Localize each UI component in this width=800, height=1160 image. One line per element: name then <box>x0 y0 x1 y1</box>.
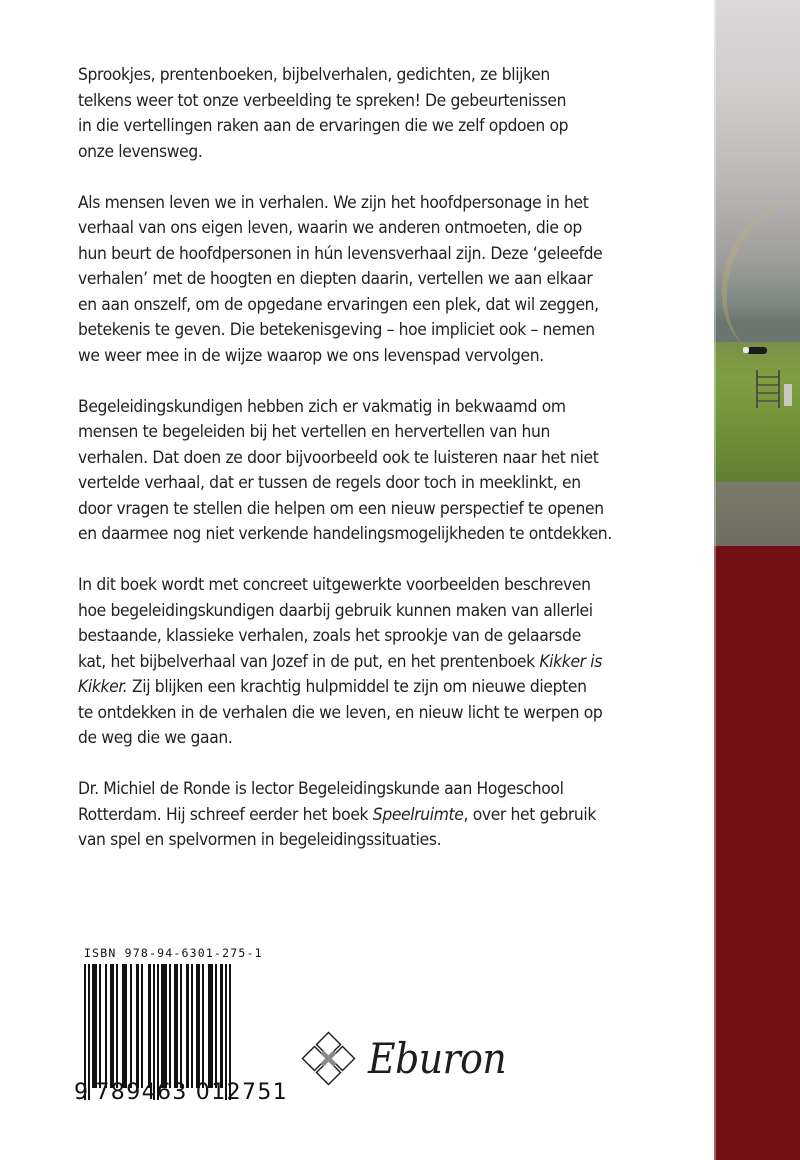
publisher-logo <box>298 1030 518 1100</box>
ean-group-2: 012751 <box>195 1080 289 1105</box>
text-line: vertelde verhaal, dat er tussen de regels door toch in meeklinkt, en <box>78 473 581 493</box>
text-run: Rotterdam. Hij schreef eerder het boek <box>78 804 373 825</box>
blurb-text <box>78 63 678 879</box>
cow <box>747 347 767 354</box>
isbn-label: ISBN 978-94-6301-275-1 <box>84 946 263 960</box>
text-line: onze levensweg. <box>78 141 203 162</box>
landscape-photo <box>714 0 800 546</box>
grass-field <box>714 342 800 482</box>
text-line: en daarmee nog niet verkende handelingsmogelijkheden te ontdekken. <box>78 524 612 544</box>
cover-photo-strip <box>714 0 800 1160</box>
publisher-name: Eburon <box>368 1034 507 1083</box>
blurb-paragraph-2 <box>78 191 678 370</box>
book-title-kikker-is-kikker: Kikker is <box>539 651 603 672</box>
ean-digits <box>74 1080 288 1105</box>
gate <box>756 370 780 408</box>
text-line: hun beurt de hoofdpersonen in hún levensverhaal zijn. Deze ‘geleefde <box>78 243 603 264</box>
text-line: verhaal van ons eigen leven, waarin we anderen ontmoeten, die op <box>78 218 582 238</box>
text-line: van spel en spelvormen in begeleidingssituaties. <box>78 830 442 850</box>
text-line: verhalen’ met de hoogten en diepten daarin, vertellen we aan elkaar <box>78 269 593 289</box>
text-line: in die vertellingen raken aan de ervaringen die we zelf opdoen op <box>78 116 569 136</box>
text-line: en aan onszelf, om de opgedane ervaringen een plek, dat wil zeggen, <box>78 294 599 315</box>
text-line: door vragen te stellen die helpen om een nieuw perspectief te openen <box>78 498 604 519</box>
fence-post <box>784 384 792 406</box>
text-line: de weg die we gaan. <box>78 728 233 748</box>
ean-first-digit: 9 <box>74 1080 90 1105</box>
text-line: mensen te begeleiden bij het vertellen en hervertellen van hun <box>78 422 551 442</box>
text-run: , over het gebruik <box>463 804 597 825</box>
book-title-kikker-is-kikker-cont: Kikker. <box>78 677 128 697</box>
blurb-paragraph-3 <box>78 395 678 548</box>
book-title-speelruimte: Speelruimte <box>372 804 464 825</box>
red-color-band <box>714 546 800 1160</box>
four-diamond-tiles-icon <box>298 1030 366 1098</box>
text-line: Als mensen leven we in verhalen. We zijn het hoofdpersonage in het <box>78 192 589 213</box>
strip-edge <box>714 0 716 1160</box>
isbn-barcode <box>74 946 289 1121</box>
text-line <box>78 650 678 676</box>
text-line: we weer mee in de wijze waarop we ons levenspad vervolgen. <box>78 345 544 366</box>
text-run: kat, het bijbelverhaal van Jozef in de put, en het prentenboek <box>78 651 540 672</box>
text-line: In dit boek wordt met concreet uitgewerkte voorbeelden beschreven <box>78 575 591 595</box>
road <box>714 482 800 546</box>
blurb-paragraph-1 <box>78 63 678 165</box>
text-line <box>78 803 678 829</box>
text-line: Dr. Michiel de Ronde is lector Begeleidingskunde aan Hogeschool <box>78 779 564 799</box>
text-line: Begeleidingskundigen hebben zich er vakmatig in bekwaamd om <box>78 396 566 417</box>
text-line: Sprookjes, prentenboeken, bijbelverhalen, gedichten, ze blijken <box>78 65 550 85</box>
blurb-paragraph-4 <box>78 573 678 752</box>
text-run: Zij blijken een krachtig hulpmiddel te zijn om nieuwe diepten <box>127 677 587 697</box>
text-line: te ontdekken in de verhalen die we leven, en nieuw licht te werpen op <box>78 702 603 723</box>
ean-group-1: 789463 <box>95 1080 188 1105</box>
text-line: betekenis te geven. Die betekenisgeving – hoe impliciet ook – nemen <box>78 320 595 340</box>
text-line <box>78 675 678 701</box>
text-line: hoe begeleidingskundigen daarbij gebruik kunnen maken van allerlei <box>78 600 593 621</box>
text-line: bestaande, klassieke verhalen, zoals het sprookje van de gelaarsde <box>78 626 581 646</box>
text-line: verhalen. Dat doen ze door bijvoorbeeld ook te luisteren naar het niet <box>78 447 599 468</box>
author-bio <box>78 777 678 854</box>
text-line: telkens weer tot onze verbeelding te spreken! De gebeurtenissen <box>78 90 567 111</box>
